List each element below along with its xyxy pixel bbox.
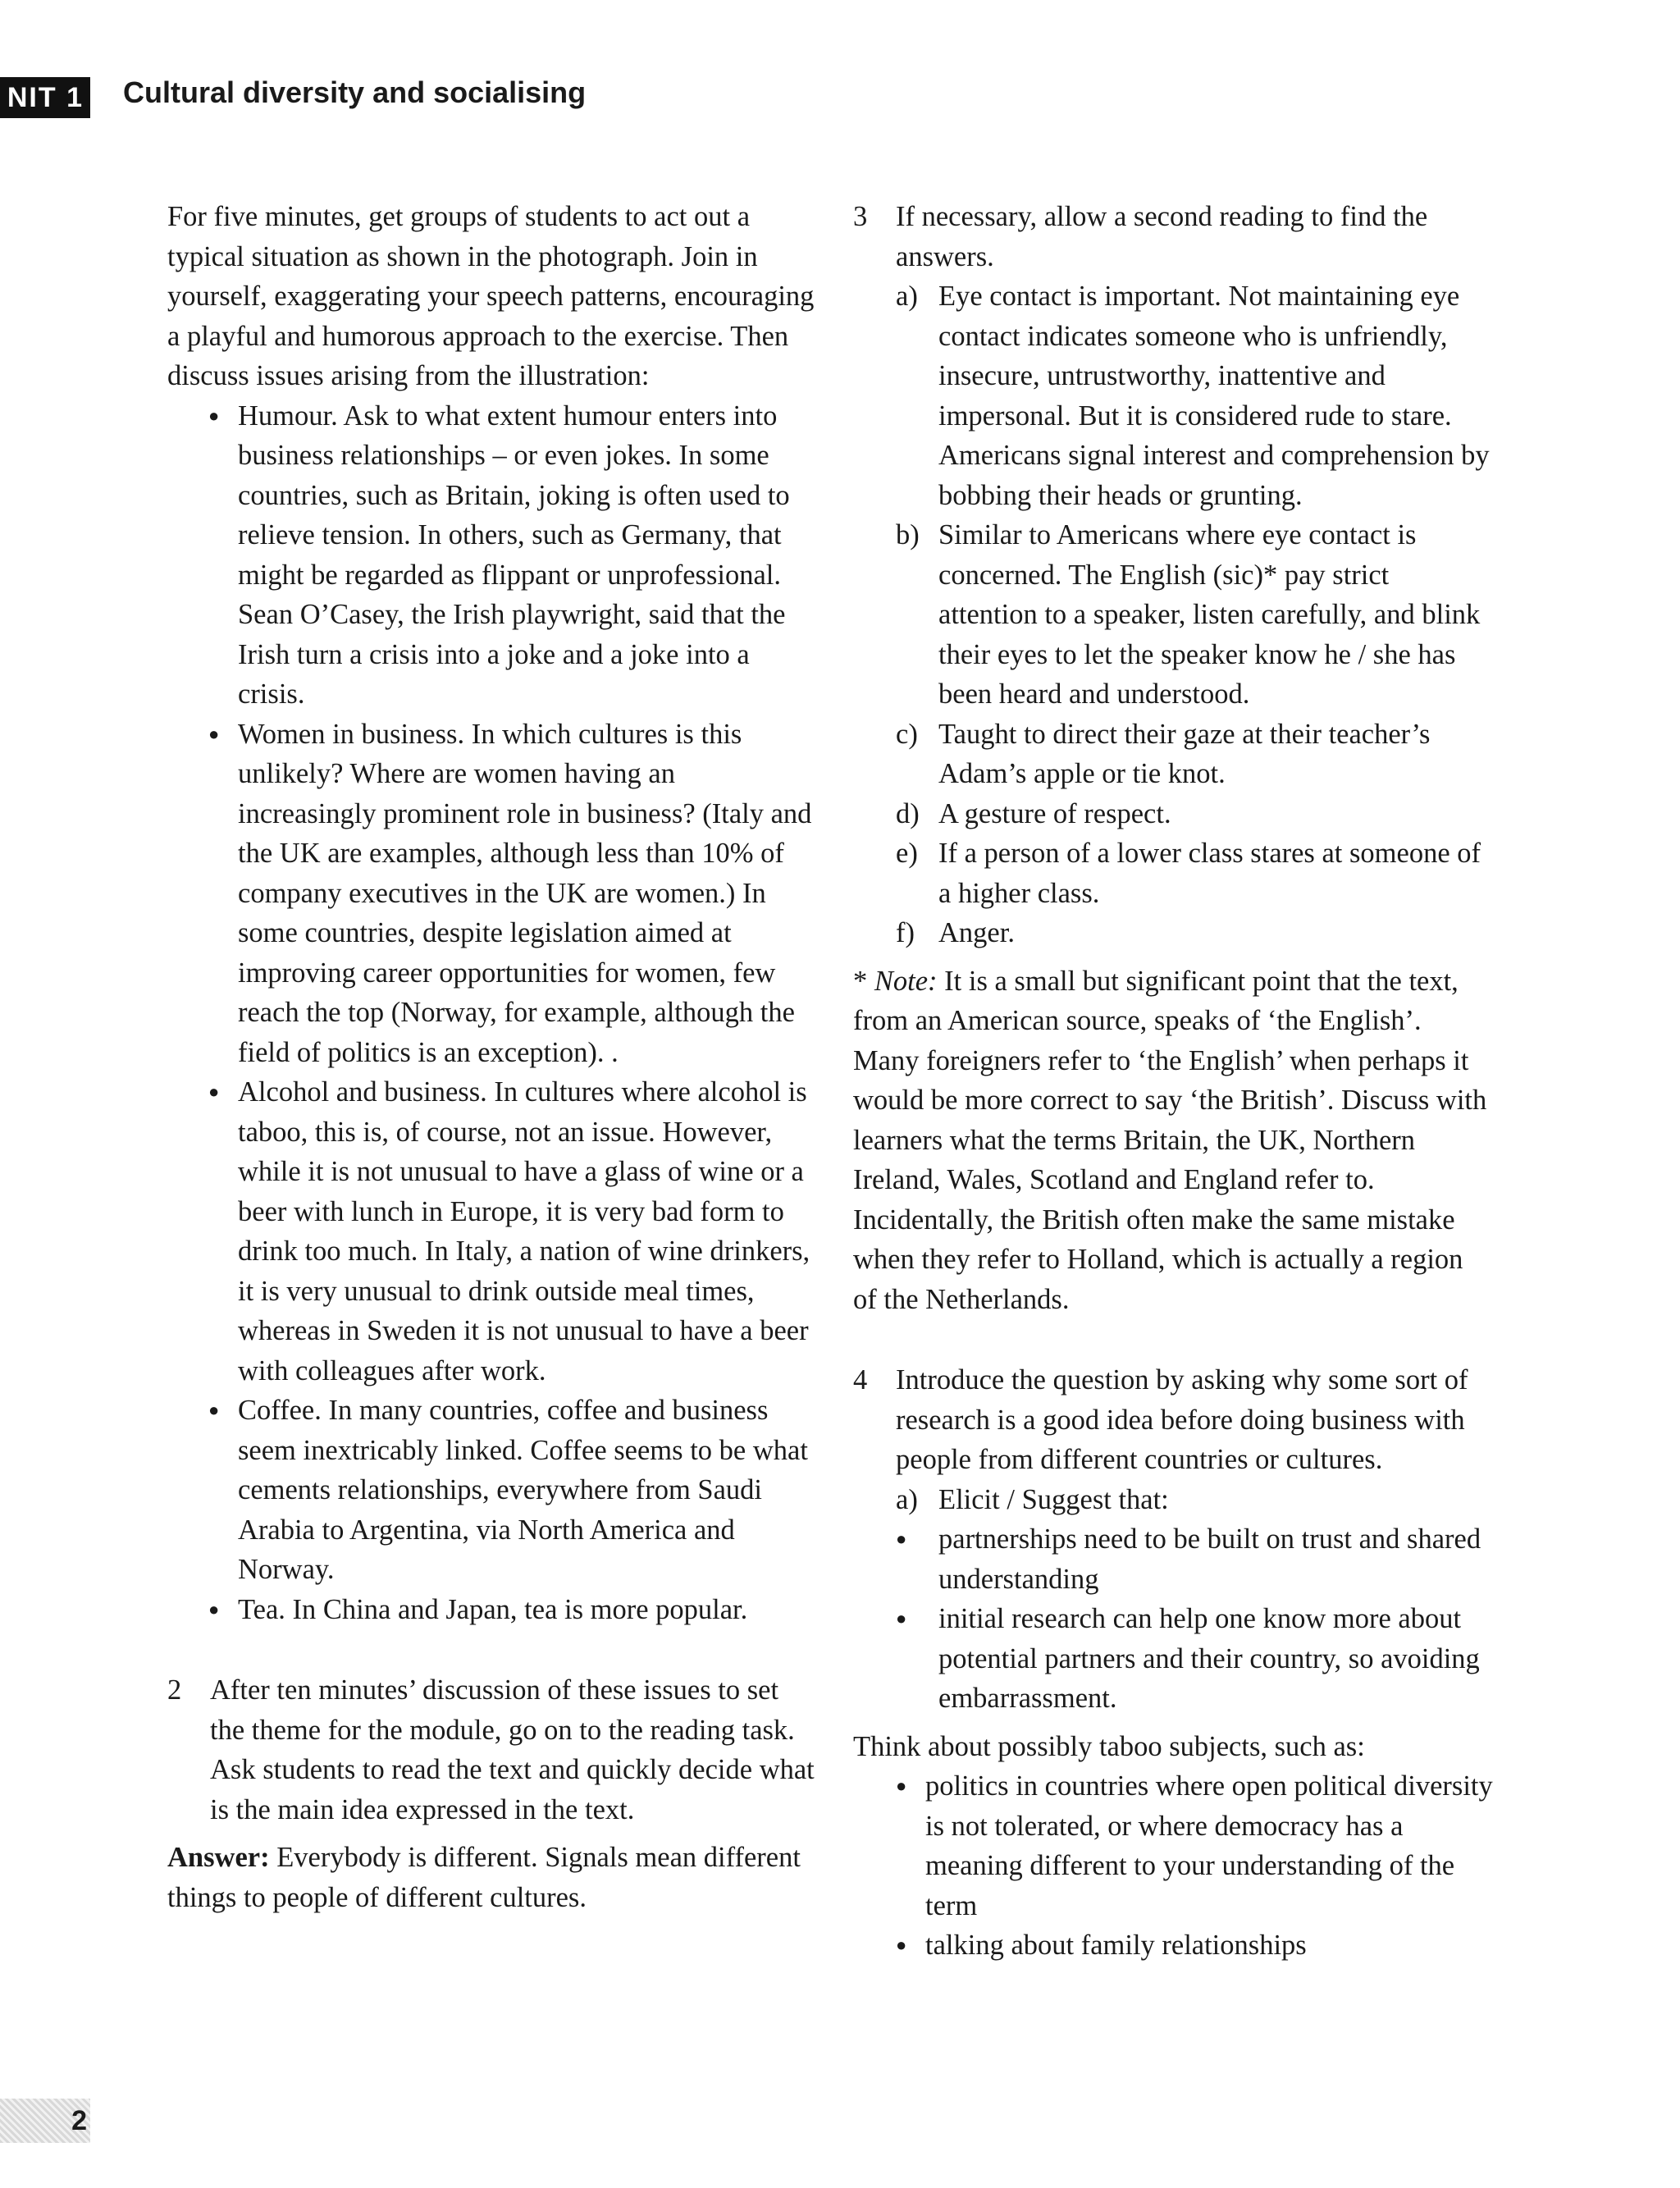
bullet-humour: ● Humour. Ask to what extent humour enters into business relationships – or even jokes. In some countries, such as Britain, joking is often used to relieve tension. In others, such as Germany, that might be regarded as flippant or unprofessional. Sean O’Casey, the Irish playwright, said that the Irish turn a crisis into a joke and a joke into a crisis. bbox=[208, 396, 815, 715]
item-3 bbox=[853, 197, 1493, 953]
intro-paragraph: For five minutes, get groups of students to act out a typical situation as shown in the photograph. Join in yourself, exaggerating your speech patterns, encouraging a playful and humorous approach to the exercise. Then discuss issues arising from the illustration: bbox=[167, 201, 815, 391]
item-3-text: If necessary, allow a second reading to find the answers. bbox=[896, 201, 1428, 272]
note-text: It is a small but significant point that the text, from an American source, speaks of ‘the English’. Many foreigners refer to ‘the English’ when perhaps it would be more correct to say ‘the British’. Discuss with learners what the terms Britain, the UK, Northern Ireland, Wales, Scotland and England refer to. Incidentally, the British often make the same mistake when they refer to Holland, which is actually a region of the Netherlands. bbox=[853, 965, 1487, 1315]
answer-label: Answer: bbox=[167, 1842, 270, 1873]
item-4-sub-a: a) Elicit / Suggest that: bbox=[896, 1483, 1169, 1515]
bullet-women: ● Women in business. In which cultures is this unlikely? Where are women having an increasingly prominent role in business? (Italy and the UK are examples, although less than 10% of company executives in the UK are women.) In some countries, despite legislation aimed at improving career opportunities for women, few reach the top (Norway, for example, although the field of politics is an exception). . bbox=[208, 715, 815, 1073]
page-title: Cultural diversity and socialising bbox=[123, 75, 587, 109]
unit-tab: NIT 1 bbox=[0, 77, 90, 118]
list-item: ● initial research can help one know more about potential partners and their country, so avoiding embarrassment. bbox=[896, 1599, 1493, 1719]
item-number: 4 bbox=[853, 1364, 868, 1395]
item-3-answers bbox=[896, 276, 1493, 953]
think-paragraph: Think about possibly taboo subjects, such as: bbox=[853, 1730, 1365, 1762]
page-number: 2 bbox=[0, 2099, 90, 2143]
answer-a: a) Eye contact is important. Not maintaining eye contact indicates someone who is unfriendly, insecure, untrustworthy, inattentive and impersonal. But it is considered rude to stare. Americans signal interest and comprehension by bobbing their heads or grunting. bbox=[896, 281, 1490, 511]
taboo-bullets bbox=[896, 1766, 1493, 1966]
note-asterisk: * bbox=[853, 965, 874, 997]
item-2-text: After ten minutes’ discussion of these issues to set the theme for the module, go on to the reading task. Ask students to read the text and quickly decide what is the main idea expressed in the text. bbox=[210, 1674, 815, 1825]
discussion-bullets bbox=[208, 396, 815, 1630]
list-item: ● politics in countries where open political diversity is not tolerated, or where democracy has a meaning different to your understanding of the term bbox=[896, 1766, 1493, 1925]
item-4 bbox=[853, 1360, 1493, 1719]
answer-text: Everybody is different. Signals mean different things to people of different cultures. bbox=[167, 1842, 801, 1913]
item-4-bullets bbox=[896, 1519, 1493, 1719]
right-column bbox=[853, 197, 1493, 1966]
item-number: 2 bbox=[167, 1674, 182, 1706]
item-4-sub bbox=[896, 1480, 1493, 1520]
answer-b: b) Similar to Americans where eye contact is concerned. The English (sic)* pay strict attention to a speaker, listen carefully, and blink their eyes to let the speaker know he / she has been heard and understood. bbox=[896, 519, 1481, 710]
bullet-alcohol: ● Alcohol and business. In cultures where alcohol is taboo, this is, of course, not an issue. However, while it is not unusual to have a glass of wine or a beer with lunch in Europe, it is very bad form to drink too much. In Italy, a nation of wine drinkers, it is very unusual to drink outside meal times, whereas in Sweden it is not unusual to have a beer with colleagues after work. bbox=[208, 1072, 815, 1391]
left-column bbox=[167, 197, 815, 1917]
answer-f: f) Anger. bbox=[896, 917, 1015, 948]
bullet-tea: ● Tea. In China and Japan, tea is more popular. bbox=[208, 1590, 815, 1630]
item-4-text: Introduce the question by asking why some sort of research is a good idea before doing business with people from different countries or cultures. bbox=[896, 1364, 1468, 1475]
answer-paragraph bbox=[167, 1838, 815, 1917]
note-label: Note: bbox=[874, 965, 938, 997]
answer-e: e) If a person of a lower class stares at someone of a higher class. bbox=[896, 838, 1481, 909]
answer-c: c) Taught to direct their gaze at their teacher’s Adam’s apple or tie knot. bbox=[896, 718, 1431, 789]
item-2 bbox=[167, 1670, 815, 1829]
bullet-coffee: ● Coffee. In many countries, coffee and business seem inextricably linked. Coffee seems to be what cements relationships, everywhere from Saudi Arabia to Argentina, via North America and Norway. bbox=[208, 1391, 815, 1590]
answer-d: d) A gesture of respect. bbox=[896, 797, 1171, 829]
item-number: 3 bbox=[853, 201, 868, 232]
list-item: ● talking about family relationships bbox=[896, 1925, 1493, 1966]
list-item: ● partnerships need to be built on trust and shared understanding bbox=[896, 1519, 1493, 1599]
note-paragraph bbox=[853, 962, 1493, 1320]
